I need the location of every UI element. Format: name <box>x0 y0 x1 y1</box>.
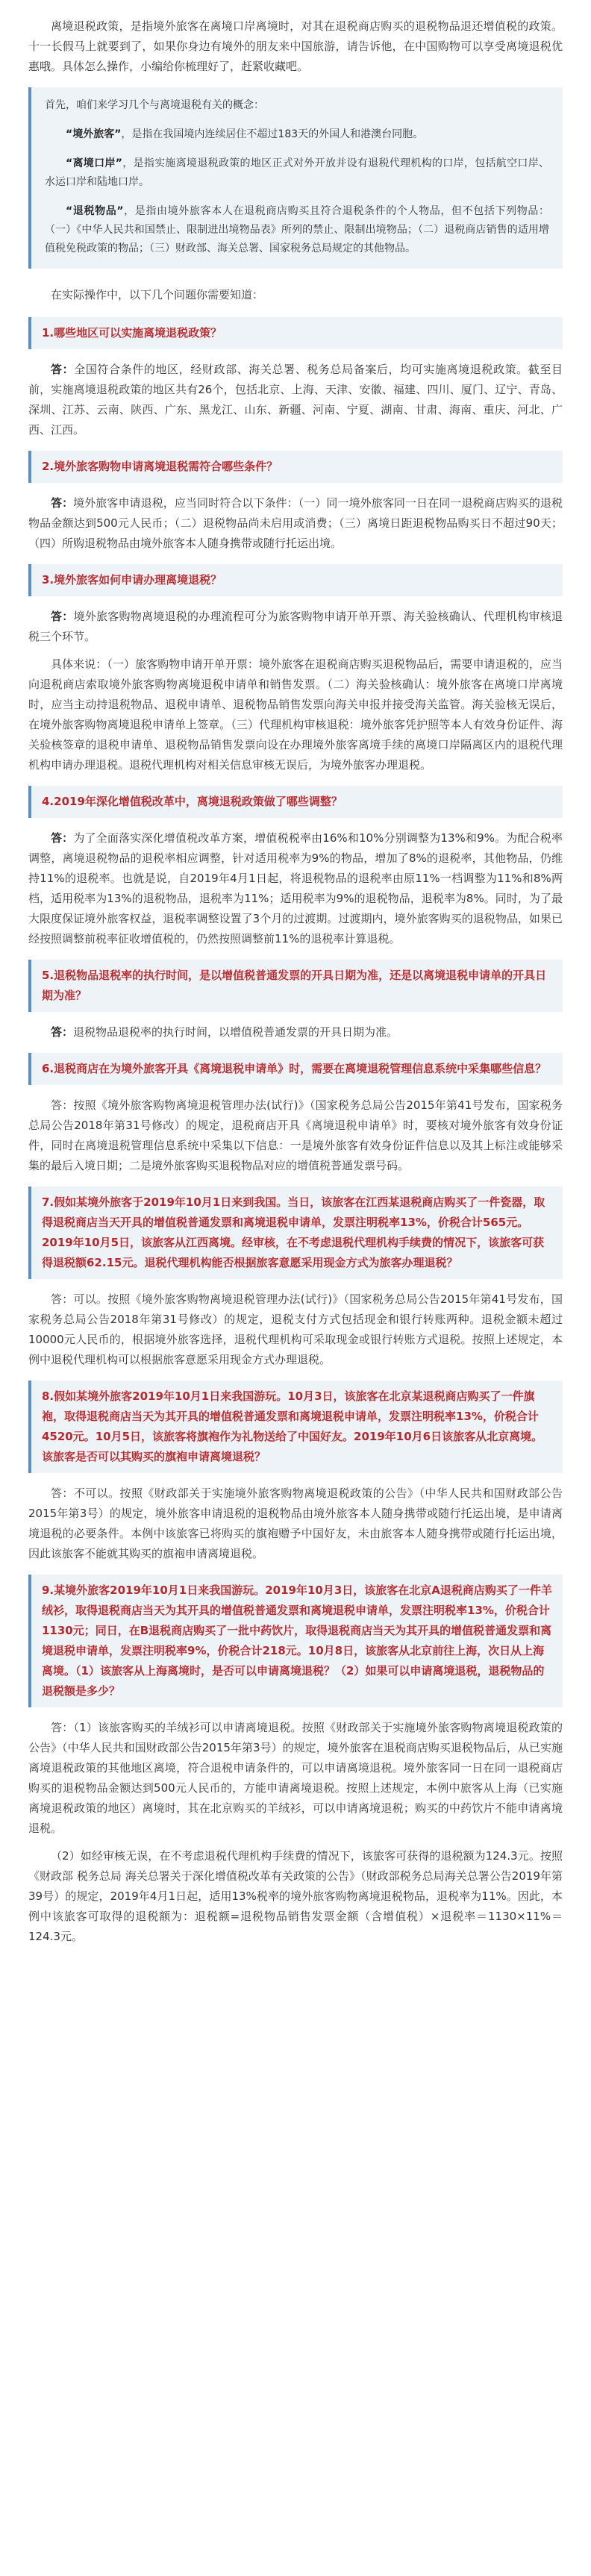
qa-item-5 <box>28 960 563 1042</box>
question-heading: 1.哪些地区可以实施离境退税政策？ <box>28 317 563 349</box>
concept-departure-port <box>45 154 549 192</box>
question-heading: 4.2019年深化增值税改革中，离境退税政策做了哪些调整？ <box>28 786 563 818</box>
answer-paragraph: 答：按照《境外旅客购物离境退税管理办法(试行)》（国家税务总局公告2015年第41号发布，国家税务总局公告2018年第31号修改）的规定，退税商店开具《离境退税申请单》时，要核对境外旅客有效身份证件，同时在离境退税管理信息系统中采集以下信息：一是境外旅客有效身份证件信息以及其上标注或能够采集的最后入境日期；二是境外旅客购买退税物品对应的增值税普通发票号码。 <box>28 1098 563 1172</box>
answer-label: 答： <box>51 1025 74 1039</box>
qa-item-8 <box>28 1381 563 1564</box>
answer-paragraph: 答：退税物品退税率的执行时间，以增值税普通发票的开具日期为准。 <box>51 1025 398 1039</box>
concept-text: ，是指由境外旅客本人在退税商店购买且符合退税条件的个人物品，但不包括下列物品：（一）《中华人民共和国禁止、限制进出境物品表》所列的禁止、限制出境物品；（二）退税商店销售的适用增值税免税政策的物品；（三）财政部、海关总署、国家税务总局规定的其他物品。 <box>45 205 550 254</box>
answer-paragraph: 具体来说：（一）旅客购物申请开单开票：境外旅客在退税商店购买退税物品后，需要申请退税的，应当向退税商店索取境外旅客购物离境退税申请单和销售发票。（二）海关验核确认：境外旅客在离境口岸离境时，应当主动持退税物品、退税申请单、退税物品销售发票向海关申报并接受海关监管。海关验核无误后，在境外旅客购物离境退税申请单上签章。（三）代理机构审核退税：境外旅客凭护照等本人有效身份证件、海关验核签章的退税申请单、退税物品销售发票向设在办理境外旅客离境手续的离境口岸隔离区内的退税代理机构申请办理退税。退税代理机构对相关信息审核无误后，为境外旅客办理退税。 <box>28 657 563 772</box>
answer-paragraph: 答：可以。按照《境外旅客购物离境退税管理办法(试行)》（国家税务总局公告2015年第41号发布，国家税务总局公告2018年第31号修改）的规定，退税支付方式包括现金和银行转账两种。退税金额未超过10000元人民币的，根据境外旅客选择，退税代理机构可采取现金或银行转账方式退税。按照上述规定，本例中退税代理机构可以根据旅客意愿采用现金方式办理退税。 <box>28 1292 563 1366</box>
concepts-callout <box>28 87 563 269</box>
qa-item-7 <box>28 1187 563 1370</box>
answer-label: 答： <box>51 831 74 845</box>
concept-text: ，是指在我国境内连续居住不超过183天的外国人和港澳台同胞。 <box>121 128 424 140</box>
qa-item-3 <box>28 564 563 775</box>
answer-label: 答： <box>51 610 74 623</box>
question-heading: 6.退税商店在为境外旅客开具《离境退税申请单》时，需要在离境退税管理信息系统中采集哪些信息？ <box>28 1053 563 1085</box>
concept-overseas-traveler <box>45 125 549 144</box>
qa-item-2 <box>28 451 563 554</box>
qa-item-4 <box>28 786 563 949</box>
answer-paragraph: 答：境外旅客申请退税，应当同时符合以下条件：（一）同一境外旅客同一日在同一退税商店购买的退税物品金额达到500元人民币；（二）退税物品尚未启用或消费；（三）离境日距退税物品购买日不超过90天；（四）所购退税物品由境外旅客本人随身携带或随行托运出境。 <box>28 496 563 550</box>
question-heading: 7.假如某境外旅客于2019年10月1日来到我国。当日，该旅客在江西某退税商店购买了一件瓷器，取得退税商店当天开具的增值税普通发票和离境退税申请单，发票注明税率13%，价税合计565元。2019年10月5日，该旅客从江西离境。经审核，在不考虑退税代理机构手续费的情况下，该旅客可获得退税额62.15元。退税代理机构能否根据旅客意愿采用现金方式为旅客办理退税？ <box>28 1187 563 1279</box>
concept-term: “离境口岸” <box>66 157 122 169</box>
answer-label: 答： <box>51 363 75 376</box>
answer-block <box>28 607 563 775</box>
answer-paragraph: 答：为了全面落实深化增值税改革方案，增值税税率由16%和10%分别调整为13%和9%。为配合税率调整，离境退税物品的退税率相应调整，针对适用税率为9%的物品，增加了8%的退税率，其他物品，仍维持11%的退税率。也就是说，自2019年4月1日起，将退税物品的退税率由原11%一档调整为11%和8%两档，适用税率为13%的退税物品，退税率为11%；适用税率为9%的退税物品，退税率为8%。同时，为了最大限度保证境外旅客权益，退税率调整设置了3个月的过渡期。过渡期内，境外旅客购买的退税物品，如果已经按照调整前税率征收增值税的，仍然按照调整前11%的退税率计算退税。 <box>28 831 563 945</box>
callout-lead: 首先，咱们来学习几个与离境退税有关的概念： <box>45 99 264 111</box>
qa-item-9 <box>28 1575 563 1947</box>
answer-block <box>28 1289 563 1370</box>
concept-refund-goods <box>45 202 549 258</box>
answer-block <box>28 493 563 554</box>
answer-block <box>28 1095 563 1176</box>
answer-block <box>28 1484 563 1564</box>
qa-item-6 <box>28 1053 563 1176</box>
answer-block <box>28 1022 563 1042</box>
qa-item-1 <box>28 317 563 440</box>
answer-paragraph: 答：全国符合条件的地区，经财政部、海关总署、税务总局备案后，均可实施离境退税政策。截至目前，实施离境退税政策的地区共有26个，包括北京、上海、天津、安徽、福建、四川、厦门、辽宁、青岛、深圳、江苏、云南、陕西、广东、黑龙江、山东、新疆、河南、宁夏、湖南、甘肃、海南、重庆、河北、广西、江西。 <box>28 363 563 437</box>
question-heading: 3.境外旅客如何申请办理离境退税？ <box>28 564 563 596</box>
question-heading: 9.某境外旅客2019年10月1日来我国游玩。2019年10月3日，该旅客在北京A退税商店购买了一件羊绒衫，取得退税商店当天为其开具的增值税普通发票和离境退税申请单，发票注明税率13%，价税合计1130元；同日，在B退税商店购买了一批中药饮片，取得退税商店当天为其开具的增值税普通发票和离境退税申请单，发票注明税率9%，价税合计218元。10月8日，该旅客从北京前往上海，次日从上海离境。（1）该旅客从上海离境时，是否可以申请离境退税？（2）如果可以申请离境退税，退税物品的退税额是多少？ <box>28 1575 563 1707</box>
concept-term: “境外旅客” <box>66 128 122 140</box>
answer-paragraph: 答：境外旅客购物离境退税的办理流程可分为旅客购物申请开单开票、海关验核确认、代理机构审核退税三个环节。 <box>28 610 563 643</box>
answer-block <box>28 828 563 949</box>
concept-text: ，是指实施离境退税政策的地区正式对外开放并设有退税代理机构的口岸，包括航空口岸、水运口岸和陆地口岸。 <box>45 157 550 188</box>
concept-term: “退税物品” <box>66 205 124 217</box>
question-heading: 8.假如某境外旅客2019年10月1日来我国游玩。10月3日，该旅客在北京某退税商店购买了一件旗袍，取得退税商店当天为其开具的增值税普通发票和离境退税申请单，发票注明税率13%，价税合计4520元。10月5日，该旅客将旗袍作为礼物送给了中国好友。2019年10月6日该旅客从北京离境。该旅客是否可以其购买的旗袍申请离境退税？ <box>28 1381 563 1473</box>
question-heading: 5.退税物品退税率的执行时间，是以增值税普通发票的开具日期为准，还是以离境退税申请单的开具日期为准？ <box>28 960 563 1012</box>
question-heading: 2.境外旅客购物申请离境退税需符合哪些条件？ <box>28 451 563 483</box>
practice-intro: 在实际操作中，以下几个问题你需要知道： <box>51 288 264 301</box>
answer-paragraph: 答：（1）该旅客购买的羊绒衫可以申请离境退税。按照《财政部关于实施境外旅客购物离境退税政策的公告》（中华人民共和国财政部公告2015年第3号）的规定，境外旅客在退税商店购买退税物品后，从已实施离境退税政策的其他地区离境，符合退税申请条件的，可以申请离境退税。境外旅客同一日在同一退税商店购买的退税物品金额达到500元人民币的，方能申请离境退税。按照上述规定，本例中旅客从上海（已实施离境退税政策的地区）离境时，其在北京购买的羊绒衫，可以申请离境退税；购买的中药饮片不能申请离境退税。 <box>28 1721 563 1835</box>
answer-block <box>28 360 563 440</box>
intro-paragraph: 离境退税政策，是指境外旅客在离境口岸离境时，对其在退税商店购买的退税物品退还增值税的政策。十一长假马上就要到了，如果你身边有境外的朋友来中国旅游，请告诉他，在中国购物可以享受离境退税优惠哦。具体怎么操作，小编给你梳理好了，赶紧收藏吧。 <box>28 19 563 73</box>
answer-paragraph: （2）如经审核无误，在不考虑退税代理机构手续费的情况下，该旅客可获得的退税额为124.3元。按照《财政部 税务总局 海关总署关于深化增值税改革有关政策的公告》（财政部税务总局海关总署公告2019年第39号）的规定，2019年4月1日起，适用13%税率的境外旅客购物离境退税物品，退税率为11%。因此，本例中该旅客可取得的退税额为：退税额=退税物品销售发票金额（含增值税）×退税率＝1130×11%＝124.3元。 <box>28 1849 563 1943</box>
answer-block <box>28 1718 563 1947</box>
answer-paragraph: 答：不可以。按照《财政部关于实施境外旅客购物离境退税政策的公告》（中华人民共和国财政部公告2015年第3号）的规定，境外旅客申请退税的退税物品由境外旅客本人随身携带或随行托运出境，是申请离境退税的必要条件。本例中该旅客已将购买的旗袍赠予中国好友，未由旅客本人随身携带或随行托运出境，因此该旅客不能就其购买的旗袍申请离境退税。 <box>28 1486 563 1560</box>
answer-label: 答： <box>51 496 74 510</box>
